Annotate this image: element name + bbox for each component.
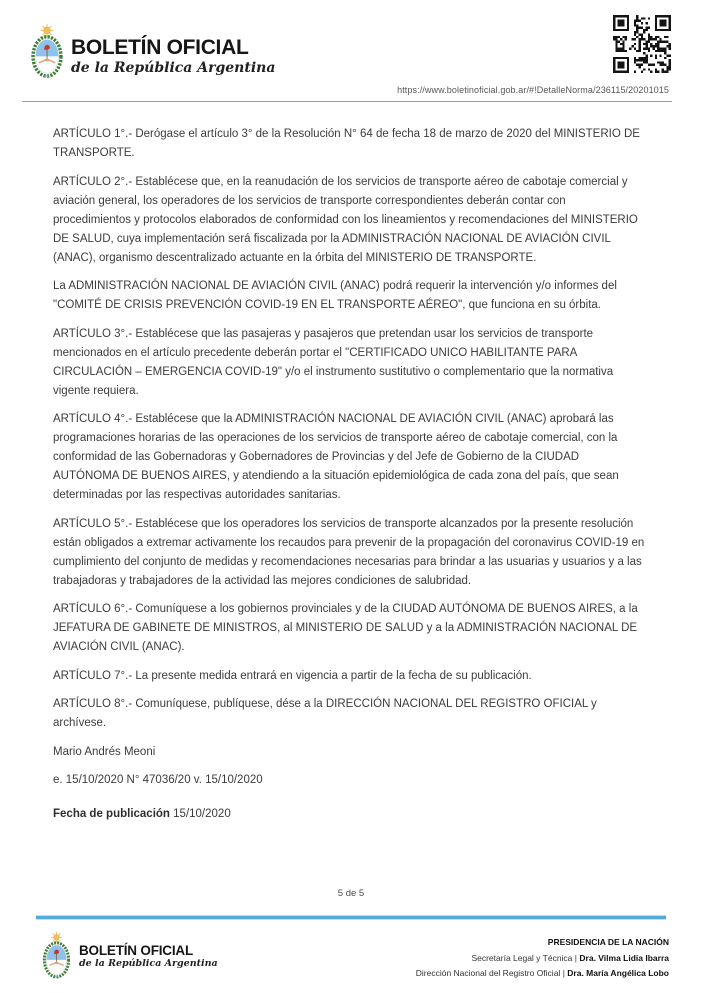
document-body	[53, 125, 645, 834]
brand-title: BOLETÍN OFICIAL	[71, 36, 249, 59]
article-6-paragraph: ARTÍCULO 6°.- Comuníquese a los gobiernos provinciales y de la CIUDAD AUTÓNOMA DE BUENOS AIRES, a la JEFATURA DE GABINETE DE MINISTROS, al MINISTERIO DE SALUD y a la ADMINISTRACIÓN NACIONAL DE AVIACIÓN CIVIL (ANAC).	[53, 603, 638, 653]
article-4-paragraph: ARTÍCULO 4°.- Establécese que la ADMINISTRACIÓN NACIONAL DE AVIACIÓN CIVIL (ANAC) aprobará las programaciones horarias de las operaciones de los servicios de transporte aéreo de cabotaje comercial, con la conformidad de las Gobernadoras y Gobernadores de Provincias y del Jefe de Gobierno de la CIUDAD AUTÓNOMA DE BUENOS AIRES, y atendiendo a la situación epidemiológica de cada zona del país, que sean determinadas por las respectivas autoridades sanitarias.	[53, 413, 619, 501]
footer-divider	[36, 915, 666, 920]
credit-separator: |	[562, 968, 565, 978]
article-7-paragraph: ARTÍCULO 7°.- La presente medida entrará en vigencia a partir de la fecha de su publicación.	[53, 669, 532, 682]
footer-brand-title: BOLETÍN OFICIAL	[79, 943, 193, 958]
article-2-paragraph: ARTÍCULO 2°.- Establécese que, en la reanudación de los servicios de transporte aéreo de cabotaje comercial y aviación general, los operadores de los servicios de transporte correspondientes deberán contar con procedimientos y protocolos elaborados de conformidad con los lineamientos y recomendaciones del MINISTERIO DE SALUD, cuya implementación será fiscalizada por la ADMINISTRACIÓN NACIONAL DE AVIACIÓN CIVIL (ANAC), organismo descentralizado actuante en la órbita del MINISTERIO DE TRANSPORTE.	[53, 175, 638, 264]
credit-secretaria-name: Dra. Vilma Lidia Ibarra	[579, 952, 669, 963]
footer-brand	[79, 943, 218, 970]
header-brand	[71, 36, 275, 77]
page-indicator: 5 de 5	[337, 888, 365, 899]
footer-brand-subtitle: de la República Argentina	[79, 958, 218, 969]
brand-subtitle: de la República Argentina	[71, 60, 276, 76]
coat-of-arms-icon	[28, 23, 66, 81]
credit-secretaria	[416, 951, 669, 967]
qr-code-icon	[613, 15, 671, 73]
header-divider	[22, 101, 672, 102]
coat-of-arms-icon	[40, 931, 73, 981]
credit-presidencia: PRESIDENCIA DE LA NACIÓN	[547, 937, 669, 947]
anac-committee-paragraph: La ADMINISTRACIÓN NACIONAL DE AVIACIÓN CIVIL (ANAC) podrá requerir la intervención y/o informes del "COMITÉ DE CRISIS PREVENCIÓN COVID-19 EN EL TRANSPORTE AÉREO", que funciona en su órbita.	[53, 280, 617, 311]
article-8-paragraph: ARTÍCULO 8°.- Comuníquese, publíquese, dése a la DIRECCIÓN NACIONAL DEL REGISTRO OFICIAL y archívese.	[53, 698, 597, 729]
article-5-paragraph: ARTÍCULO 5°.- Establécese que los operadores los servicios de transporte alcanzados por la presente resolución están obligados a extremar activamente los recaudos para prevenir de la propagación del coronavirus COVID-19 en cumplimiento del conjunto de medidas y recomendaciones necesarias para brindar a las usuarias y usuarios y a las trabajadoras y trabajadores de la actividad las mejores condiciones de salubridad.	[53, 517, 645, 587]
footer-credits	[416, 935, 669, 982]
norma-url[interactable]: https://www.boletinoficial.gob.ar/#!DetalleNorma/236115/20201015	[397, 85, 669, 95]
publication-date: 15/10/2020	[173, 808, 231, 820]
credit-secretaria-label: Secretaría Legal y Técnica	[471, 952, 573, 963]
credit-direccion-label: Dirección Nacional del Registro Oficial	[415, 968, 561, 978]
publication-line	[53, 805, 645, 824]
edict-line: e. 15/10/2020 N° 47036/20 v. 15/10/2020	[53, 774, 263, 786]
credit-direccion	[416, 966, 669, 982]
article-3-paragraph: ARTÍCULO 3°.- Establécese que las pasajeras y pasajeros que pretendan usar los servicios de transporte mencionados en el artículo precedente deberán portar el "CERTIFICADO UNICO HABILITANTE PARA CIRCULACIÓN – EMERGENCIA COVID-19" y/o el instrumento sustitutivo o complementario que la normativa vigente requiera.	[53, 327, 614, 397]
article-1-paragraph: ARTÍCULO 1°.- Derógase el artículo 3° de la Resolución N° 64 de fecha 18 de marzo de 2020 del MINISTERIO DE TRANSPORTE.	[53, 128, 640, 159]
signature: Mario Andrés Meoni	[53, 745, 156, 758]
publication-label: Fecha de publicación	[53, 808, 170, 820]
credit-separator: |	[574, 952, 578, 963]
credit-direccion-name: Dra. María Angélica Lobo	[567, 968, 669, 978]
